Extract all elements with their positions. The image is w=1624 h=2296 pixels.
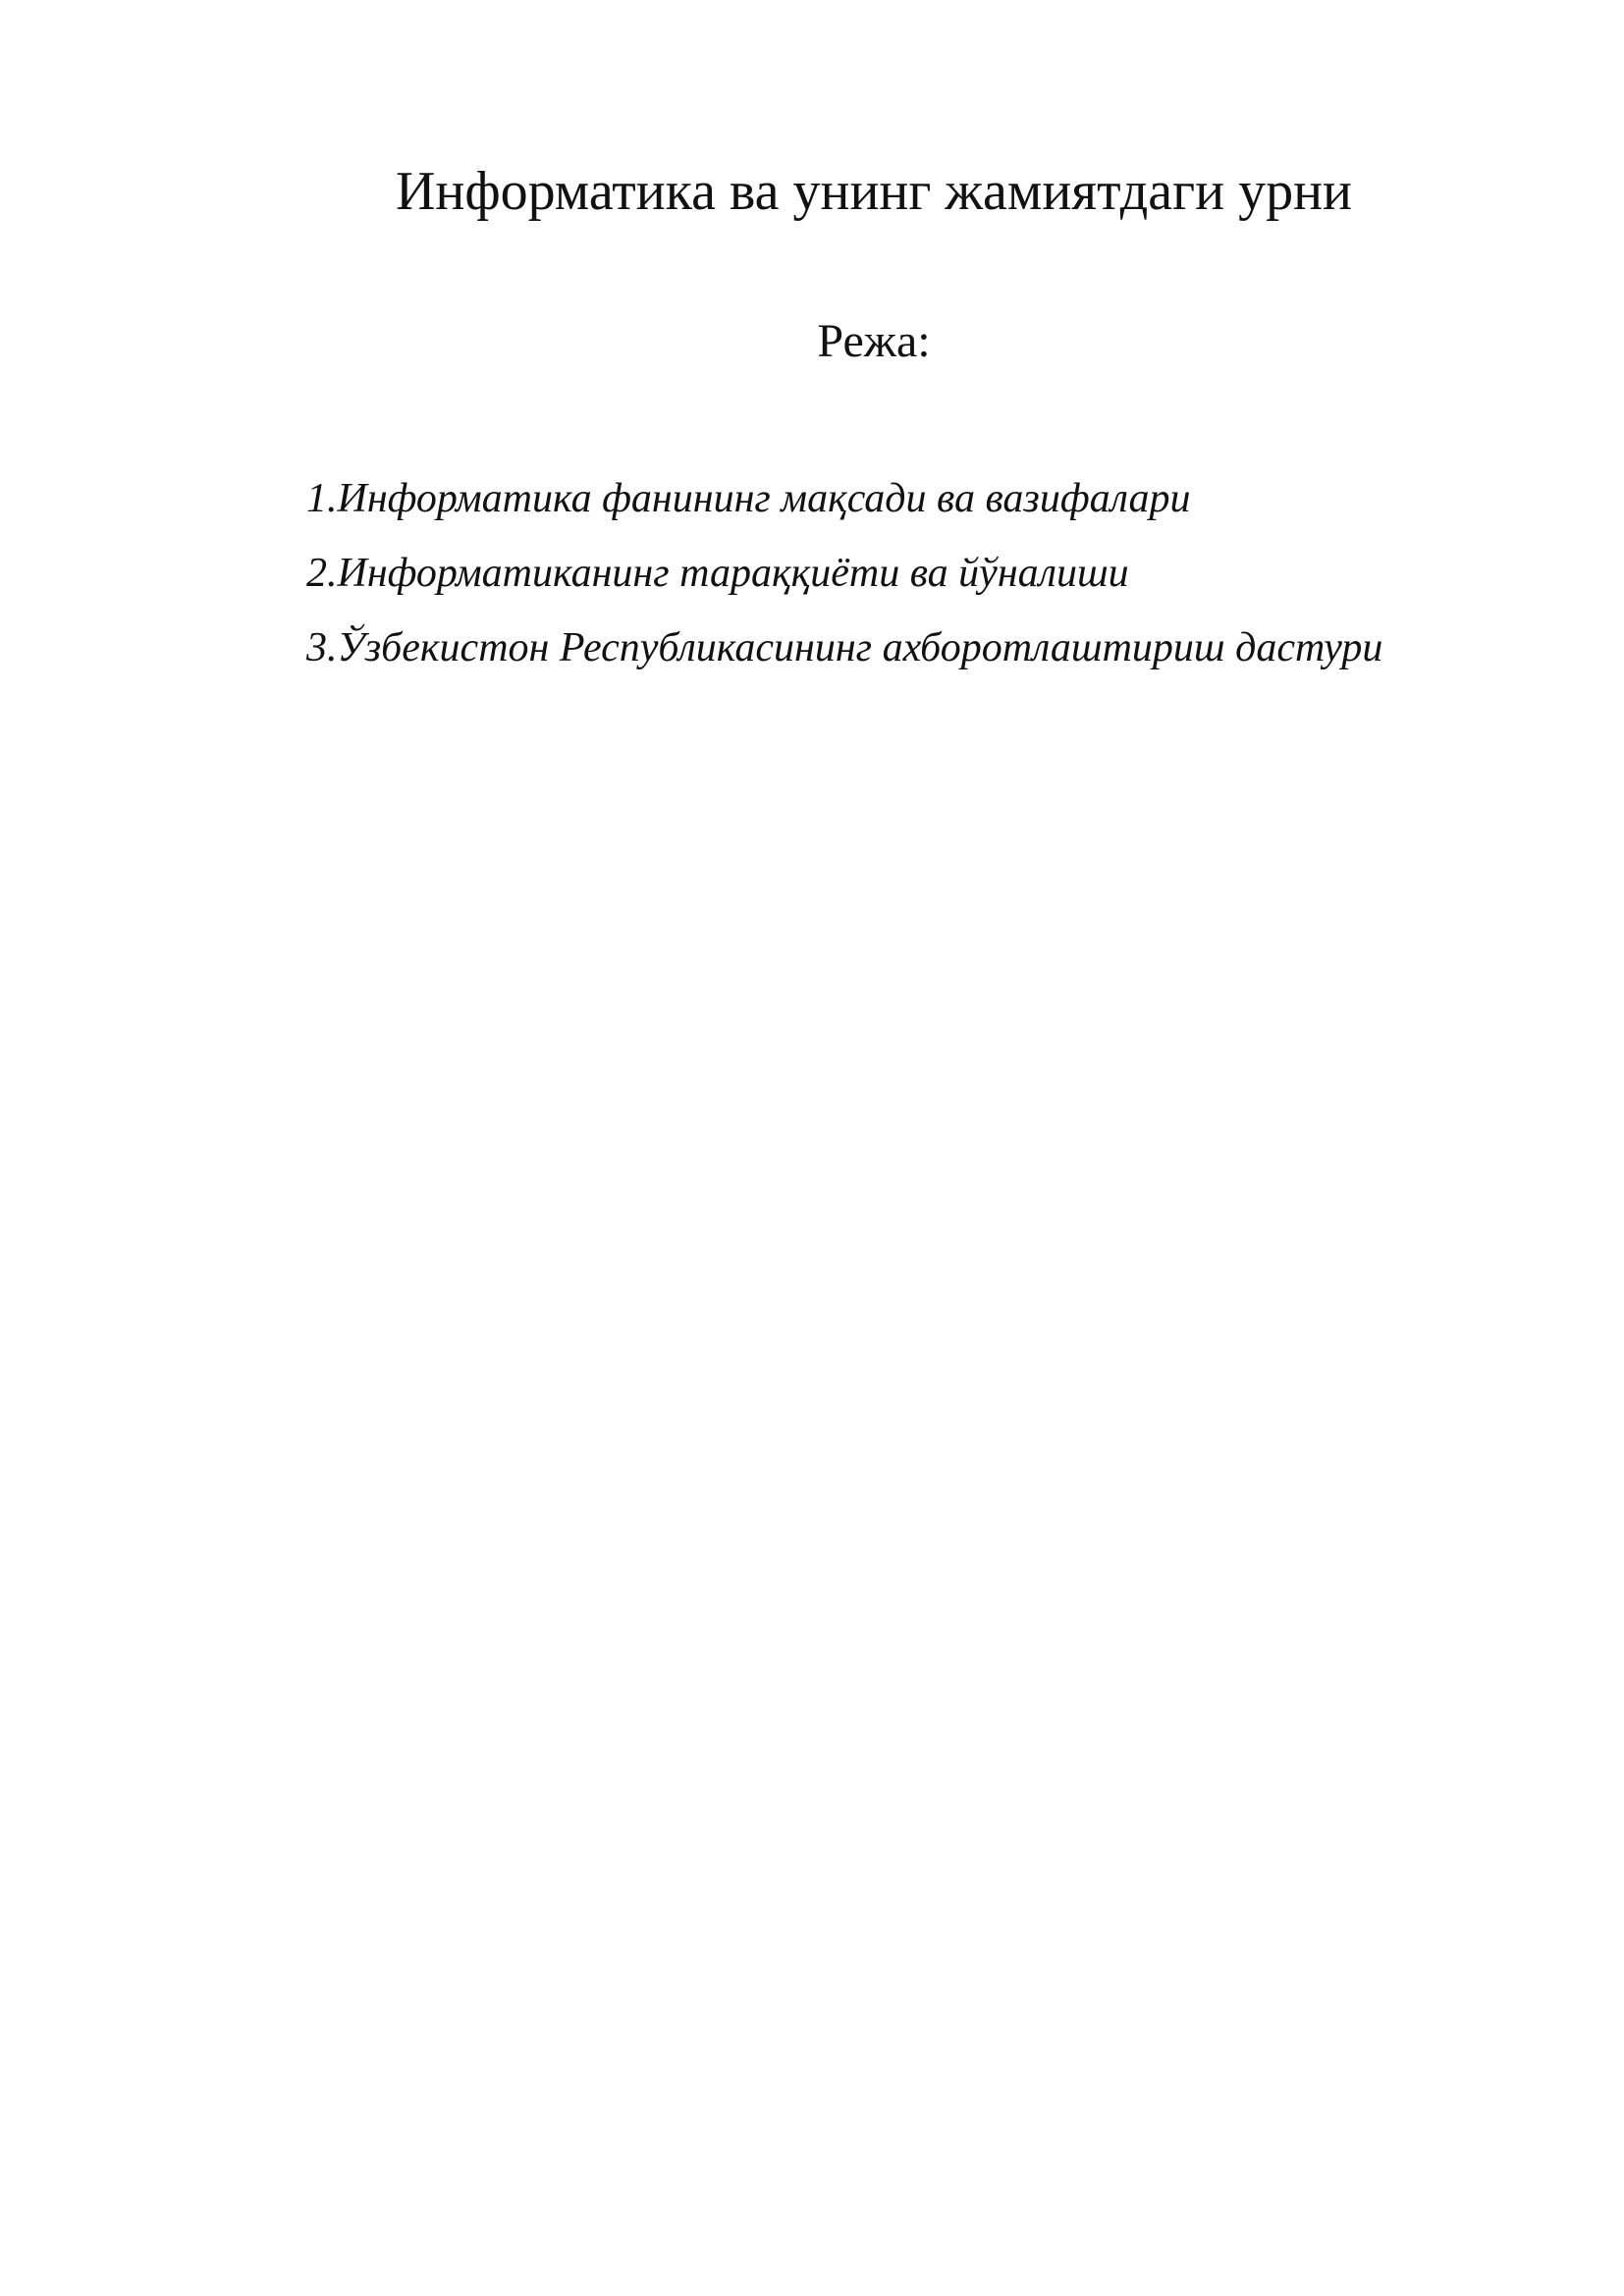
document-title: Информатика ва унинг жамиятдаги урни [395,161,1353,222]
plan-item-2: 2.Информатиканинг тараққиёти ва йўналиши [306,551,1129,596]
plan-item-1: 1.Информатика фанининг мақсади ва вазифалари [306,476,1191,521]
plan-list [306,461,1583,685]
plan-heading: Режа: [817,315,931,367]
plan-item-3: 3.Ўзбекистон Республикасининг ахборотлаштириш дастури [306,625,1383,670]
